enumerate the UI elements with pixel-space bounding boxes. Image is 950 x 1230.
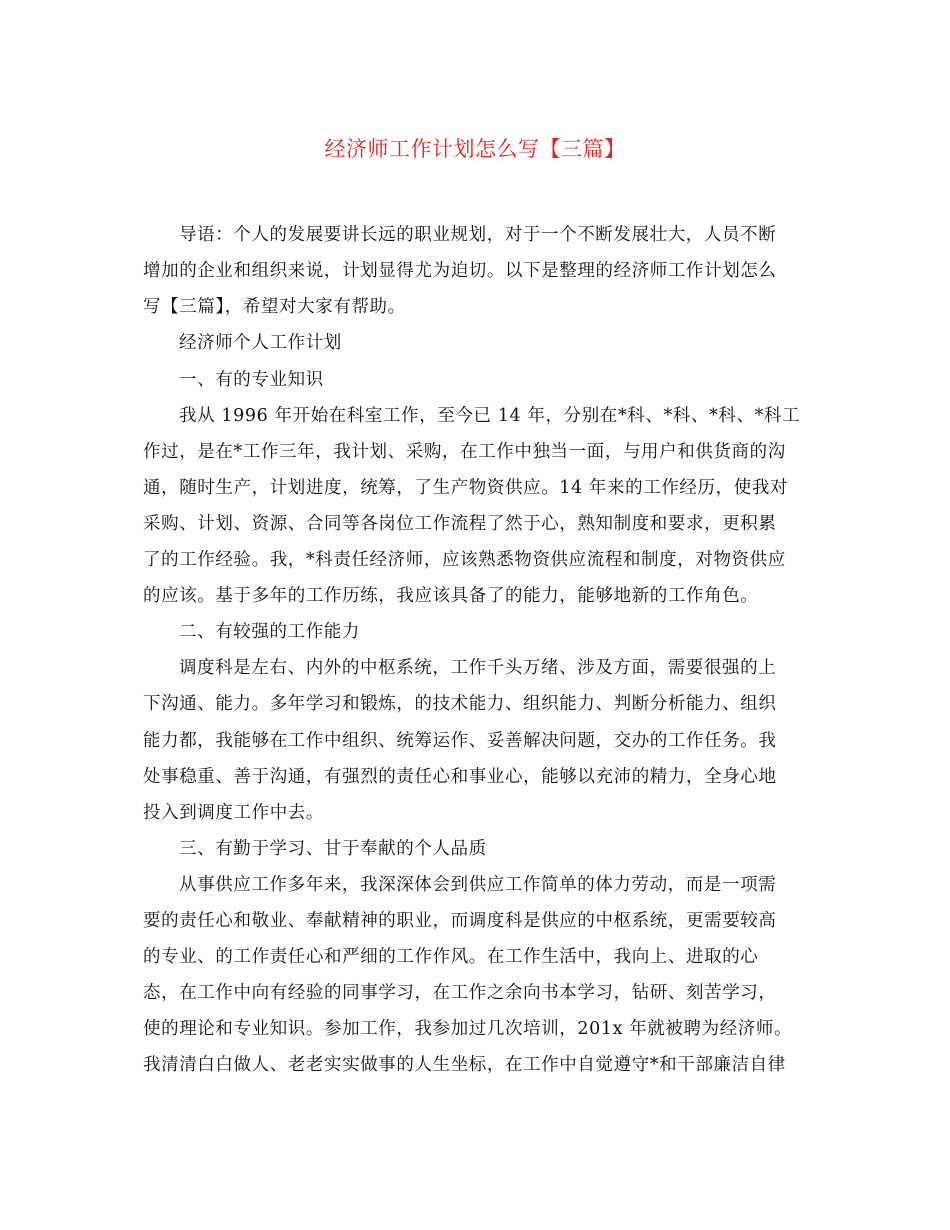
paragraph-line: 导语：个人的发展要讲长远的职业规划，对于一个不断发展壮大，人员不断 xyxy=(179,225,777,245)
paragraph-line: 使的理论和专业知识。参加工作，我参加过几次培训，201x 年就被聘为经济师。 xyxy=(143,1019,793,1039)
paragraph-line: 写【三篇】，希望对大家有帮助。 xyxy=(143,297,406,317)
paragraph-line: 的专业、的工作责任心和严细的工作作风。在工作生活中，我向上、进取的心 xyxy=(143,947,759,967)
paragraph-line: 我从 1996 年开始在科室工作，至今已 14 年，分别在*科、*科、*科、*科工 xyxy=(179,406,801,426)
paragraph-line: 调度科是左右、内外的中枢系统，工作千头万绪、涉及方面，需要很强的上 xyxy=(179,658,777,678)
paragraph-line: 的应该。基于多年的工作历练，我应该具备了的能力，能够地新的工作角色。 xyxy=(143,586,759,606)
paragraph-line: 了的工作经验。我，*科责任经济师，应该熟悉物资供应流程和制度，对物资供应 xyxy=(143,550,786,570)
paragraph-line: 通，随时生产，计划进度，统筹，了生产物资供应。14 年来的工作经历，使我对 xyxy=(143,478,789,498)
paragraph-line: 要的责任心和敬业、奉献精神的职业，而调度科是供应的中枢系统，更需要较高 xyxy=(143,911,777,931)
paragraph-line: 我清清白白做人、老老实实做事的人生坐标，在工作中自觉遵守*和干部廉洁自律 xyxy=(143,1055,786,1075)
section-heading: 二、有较强的工作能力 xyxy=(179,622,360,642)
paragraph-line: 增加的企业和组织来说，计划显得尤为迫切。以下是整理的经济师工作计划怎么 xyxy=(143,261,777,281)
section-heading: 一、有的专业知识 xyxy=(179,370,324,390)
paragraph-line: 能力都，我能够在工作中组织、统筹运作、妥善解决问题，交办的工作任务。我 xyxy=(143,731,777,751)
document-title: 经济师工作计划怎么写【三篇】 xyxy=(324,137,626,161)
section-heading: 经济师个人工作计划 xyxy=(179,333,342,353)
paragraph-line: 从事供应工作多年来，我深深体会到供应工作简单的体力劳动，而是一项需 xyxy=(179,875,777,895)
paragraph-line: 态，在工作中向有经验的同事学习，在工作之余向书本学习，钻研、刻苦学习， xyxy=(143,983,777,1003)
paragraph-line: 处事稳重、善于沟通，有强烈的责任心和事业心，能够以充沛的精力，全身心地 xyxy=(143,767,777,787)
paragraph-line: 作过，是在*工作三年，我计划、采购，在工作中独当一面，与用户和供货商的沟 xyxy=(143,442,786,462)
paragraph-line: 下沟通、能力。多年学习和锻炼，的技术能力、组织能力、判断分析能力、组织 xyxy=(143,694,777,714)
paragraph-line: 采购、计划、资源、合同等各岗位工作流程了然于心，熟知制度和要求，更积累 xyxy=(143,514,777,534)
paragraph-line: 投入到调度工作中去。 xyxy=(143,803,324,823)
section-heading: 三、有勤于学习、甘于奉献的个人品质 xyxy=(179,839,487,859)
